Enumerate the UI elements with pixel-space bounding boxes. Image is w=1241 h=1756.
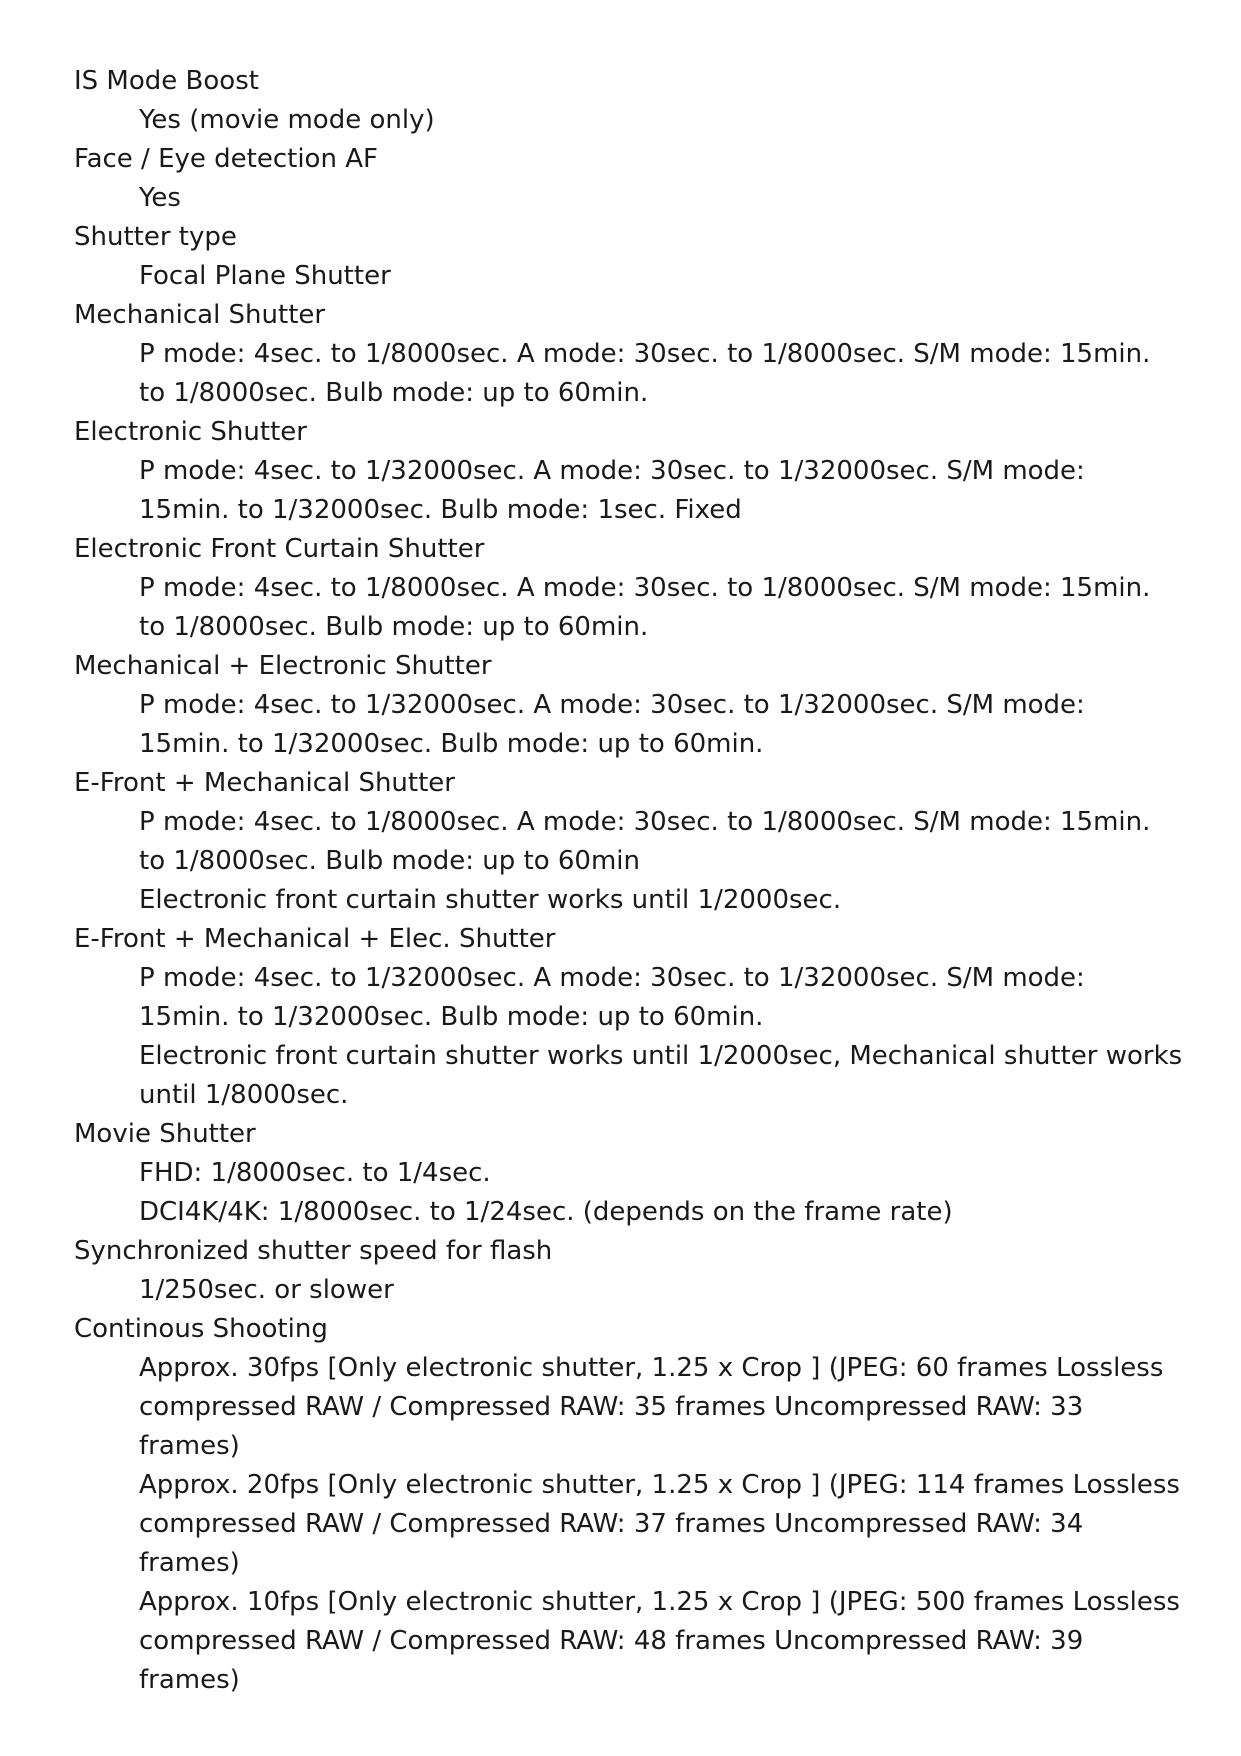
spec-value-line: 1/250sec. or slower <box>139 1275 394 1305</box>
spec-term: IS Mode Boost <box>74 66 259 96</box>
spec-description <box>74 803 1174 920</box>
spec-description <box>74 1154 1174 1232</box>
spec-value-line: P mode: 4sec. to 1/8000sec. A mode: 30sec. to 1/8000sec. S/M mode: 15min. <box>139 573 1151 603</box>
spec-term: Mechanical + Electronic Shutter <box>74 651 492 681</box>
spec-term: Continous Shooting <box>74 1314 328 1344</box>
spec-item-flash-sync-speed <box>74 1232 1174 1310</box>
spec-value-line: Yes <box>139 183 181 213</box>
spec-value-line: Electronic front curtain shutter works until 1/2000sec, Mechanical shutter works <box>139 1041 1183 1071</box>
spec-item-electronic-shutter <box>74 413 1174 530</box>
spec-value-line: Yes (movie mode only) <box>139 105 435 135</box>
spec-description <box>74 569 1174 647</box>
spec-item-shutter-type <box>74 218 1174 296</box>
spec-term: Mechanical Shutter <box>74 300 326 330</box>
spec-value-line: FHD: 1/8000sec. to 1/4sec. <box>139 1158 491 1188</box>
spec-item-efront-mechanical-elec-shutter <box>74 920 1183 1115</box>
spec-value-line: compressed RAW / Compressed RAW: 48 frames Uncompressed RAW: 39 <box>139 1626 1084 1656</box>
spec-description <box>74 1271 1174 1310</box>
spec-description <box>74 959 1183 1115</box>
spec-value-line: DCI4K/4K: 1/8000sec. to 1/24sec. (depends on the frame rate) <box>139 1197 953 1227</box>
spec-item-electronic-front-curtain-shutter <box>74 530 1174 647</box>
spec-value-line: P mode: 4sec. to 1/32000sec. A mode: 30sec. to 1/32000sec. S/M mode: <box>139 456 1085 486</box>
spec-description <box>74 257 1174 296</box>
spec-value-line: compressed RAW / Compressed RAW: 37 frames Uncompressed RAW: 34 <box>139 1509 1084 1539</box>
spec-term: Synchronized shutter speed for flash <box>74 1236 553 1266</box>
spec-value-line: P mode: 4sec. to 1/32000sec. A mode: 30sec. to 1/32000sec. S/M mode: <box>139 690 1085 720</box>
spec-value-line: 15min. to 1/32000sec. Bulb mode: 1sec. Fixed <box>139 495 742 525</box>
spec-description <box>74 1349 1180 1700</box>
spec-value-line: Approx. 30fps [Only electronic shutter, 1.25 x Crop ] (JPEG: 60 frames Lossless <box>139 1353 1164 1383</box>
spec-item-mechanical-electronic-shutter <box>74 647 1174 764</box>
spec-value-line: to 1/8000sec. Bulb mode: up to 60min. <box>139 612 649 642</box>
spec-value-line: 15min. to 1/32000sec. Bulb mode: up to 60min. <box>139 729 764 759</box>
spec-description <box>74 179 1174 218</box>
spec-term: E-Front + Mechanical Shutter <box>74 768 455 798</box>
spec-item-mechanical-shutter <box>74 296 1174 413</box>
spec-item-is-mode-boost <box>74 62 1174 140</box>
spec-value-line: frames) <box>139 1548 240 1578</box>
spec-description <box>74 101 1174 140</box>
spec-term: E-Front + Mechanical + Elec. Shutter <box>74 924 556 954</box>
spec-description <box>74 452 1174 530</box>
spec-value-line: P mode: 4sec. to 1/8000sec. A mode: 30sec. to 1/8000sec. S/M mode: 15min. <box>139 339 1151 369</box>
spec-description <box>74 335 1174 413</box>
spec-description <box>74 686 1174 764</box>
spec-value-line: 15min. to 1/32000sec. Bulb mode: up to 60min. <box>139 1002 764 1032</box>
spec-item-continuous-shooting <box>74 1310 1180 1700</box>
spec-value-line: P mode: 4sec. to 1/8000sec. A mode: 30sec. to 1/8000sec. S/M mode: 15min. <box>139 807 1151 837</box>
spec-item-efront-mechanical-shutter <box>74 764 1174 920</box>
spec-value-line: Approx. 20fps [Only electronic shutter, 1.25 x Crop ] (JPEG: 114 frames Lossless <box>139 1470 1180 1500</box>
spec-list <box>74 62 1183 1700</box>
spec-term: Electronic Shutter <box>74 417 307 447</box>
spec-value-line: compressed RAW / Compressed RAW: 35 frames Uncompressed RAW: 33 <box>139 1392 1084 1422</box>
spec-item-movie-shutter <box>74 1115 1174 1232</box>
spec-value-line: Approx. 10fps [Only electronic shutter, 1.25 x Crop ] (JPEG: 500 frames Lossless <box>139 1587 1180 1617</box>
spec-value-line: frames) <box>139 1665 240 1695</box>
spec-term: Movie Shutter <box>74 1119 256 1149</box>
spec-term: Electronic Front Curtain Shutter <box>74 534 485 564</box>
spec-value-line: to 1/8000sec. Bulb mode: up to 60min. <box>139 378 649 408</box>
spec-value-line: P mode: 4sec. to 1/32000sec. A mode: 30sec. to 1/32000sec. S/M mode: <box>139 963 1085 993</box>
spec-term: Shutter type <box>74 222 237 252</box>
spec-term: Face / Eye detection AF <box>74 144 378 174</box>
spec-value-line: frames) <box>139 1431 240 1461</box>
spec-value-line: Focal Plane Shutter <box>139 261 391 291</box>
spec-value-line: to 1/8000sec. Bulb mode: up to 60min <box>139 846 640 876</box>
spec-value-line: Electronic front curtain shutter works until 1/2000sec. <box>139 885 842 915</box>
spec-value-line: until 1/8000sec. <box>139 1080 349 1110</box>
spec-item-face-eye-detection-af <box>74 140 1174 218</box>
